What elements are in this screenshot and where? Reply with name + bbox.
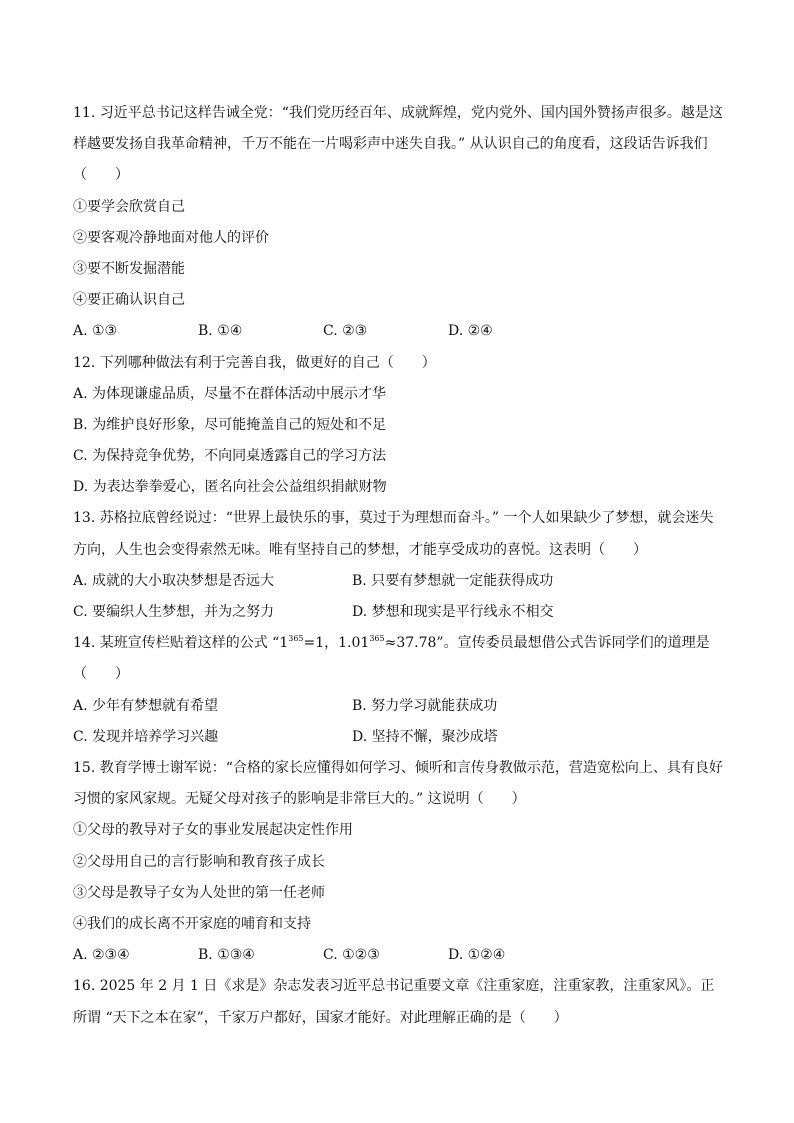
stem-part: ≈37.78”。宣传委员最想借公式告诉同学们的道理是 bbox=[384, 635, 710, 652]
option-a[interactable]: A. 为体现谦虚品质，尽量不在群体活动中展示才华 bbox=[73, 385, 387, 402]
option-a[interactable]: A. 成就的大小取决梦想是否远大 bbox=[73, 572, 275, 589]
option-c[interactable]: C. ②③ bbox=[323, 323, 368, 340]
option-d[interactable]: D. 梦想和现实是平行线永不相交 bbox=[352, 604, 554, 621]
option-a[interactable]: A. 少年有梦想就有希望 bbox=[73, 697, 219, 714]
question-13 bbox=[73, 503, 723, 628]
options-row bbox=[73, 316, 723, 347]
stem-part: 14. 某班宣传栏贴着这样的公式 “1 bbox=[73, 635, 289, 652]
statement: ④我们的成长离不开家庭的哺育和支持 bbox=[73, 915, 311, 932]
question-stem: 12. 下列哪种做法有利于完善自我，做更好的自己（ ） bbox=[73, 354, 436, 371]
option-c[interactable]: C. 为保持竞争优势，不向同桌透露自己的学习方法 bbox=[73, 448, 387, 465]
exponent: 365 bbox=[288, 634, 304, 644]
option-c[interactable]: C. ①②③ bbox=[323, 947, 380, 964]
stem-part: =1，1.01 bbox=[303, 635, 370, 652]
option-c[interactable]: C. 发现并培养学习兴趣 bbox=[73, 728, 219, 745]
options-row bbox=[73, 691, 723, 722]
option-b[interactable]: B. 努力学习就能获成功 bbox=[352, 697, 498, 714]
statement: ②父母用自己的言行影响和教育孩子成长 bbox=[73, 853, 325, 870]
question-stem: 15. 教育学博士谢军说：“合格的家长应懂得如何学习、倾听和言传身教做示范，营造宽松向上、具有良好习惯的家风家规。无疑父母对孩子的影响是非常巨大的。” 这说明（ ） bbox=[73, 760, 723, 808]
options-row bbox=[73, 722, 723, 753]
question-stem: 16. 2025 年 2 月 1 日《求是》杂志发表习近平总书记重要文章《注重家庭，注重家教，注重家风》。正所谓 “天下之本在家”，千家万户都好，国家才能好。对此理解正确的是（ ） bbox=[73, 978, 715, 1026]
question-14 bbox=[73, 628, 723, 753]
options-row bbox=[73, 597, 723, 628]
question-15 bbox=[73, 753, 723, 971]
statement: ①要学会欣赏自己 bbox=[73, 198, 185, 215]
exponent: 365 bbox=[369, 634, 385, 644]
option-b[interactable]: B. ①③④ bbox=[198, 947, 255, 964]
statement: ④要正确认识自己 bbox=[73, 292, 185, 309]
option-d[interactable]: D. ②④ bbox=[448, 323, 493, 340]
statement: ②要客观冷静地面对他人的评价 bbox=[73, 229, 269, 246]
statement: ③父母是教导子女为人处世的第一任老师 bbox=[73, 884, 325, 901]
question-stem: 11. 习近平总书记这样告诫全党：“我们党历经百年、成就辉煌，党内党外、国内国外赞扬声很多。越是这样越要发扬自我革命精神，千万不能在一片喝彩声中迷失自我。” 从认识自己的角度看，这段话告诉我们（ ） bbox=[73, 105, 723, 184]
statement: ①父母的教导对子女的事业发展起决定性作用 bbox=[73, 822, 353, 839]
option-a[interactable]: A. ②③④ bbox=[73, 947, 130, 964]
option-d[interactable]: D. 为表达拳拳爱心，匿名向社会公益组织捐献财物 bbox=[73, 479, 387, 496]
option-b[interactable]: B. 只要有梦想就一定能获得成功 bbox=[352, 572, 554, 589]
question-12 bbox=[73, 348, 723, 504]
option-a[interactable]: A. ①③ bbox=[73, 323, 118, 340]
options-row bbox=[73, 566, 723, 597]
answer-blank: （ ） bbox=[73, 666, 129, 683]
exam-page bbox=[73, 98, 723, 1034]
statement: ③要不断发掘潜能 bbox=[73, 260, 185, 277]
option-d[interactable]: D. 坚持不懈，聚沙成塔 bbox=[352, 728, 498, 745]
option-b[interactable]: B. 为维护良好形象，尽可能掩盖自己的短处和不足 bbox=[73, 416, 387, 433]
question-stem bbox=[73, 628, 723, 659]
option-d[interactable]: D. ①②④ bbox=[448, 947, 506, 964]
question-16 bbox=[73, 971, 723, 1033]
question-11 bbox=[73, 98, 723, 348]
options-row bbox=[73, 940, 723, 971]
question-stem: 13. 苏格拉底曾经说过：“世界上最快乐的事，莫过于为理想而奋斗。” 一个人如果缺少了梦想，就会迷失方向，人生也会变得索然无味。唯有坚持自己的梦想，才能享受成功的喜悦。这表明（ ） bbox=[73, 510, 714, 558]
option-b[interactable]: B. ①④ bbox=[198, 323, 243, 340]
option-c[interactable]: C. 要编织人生梦想，并为之努力 bbox=[73, 604, 275, 621]
